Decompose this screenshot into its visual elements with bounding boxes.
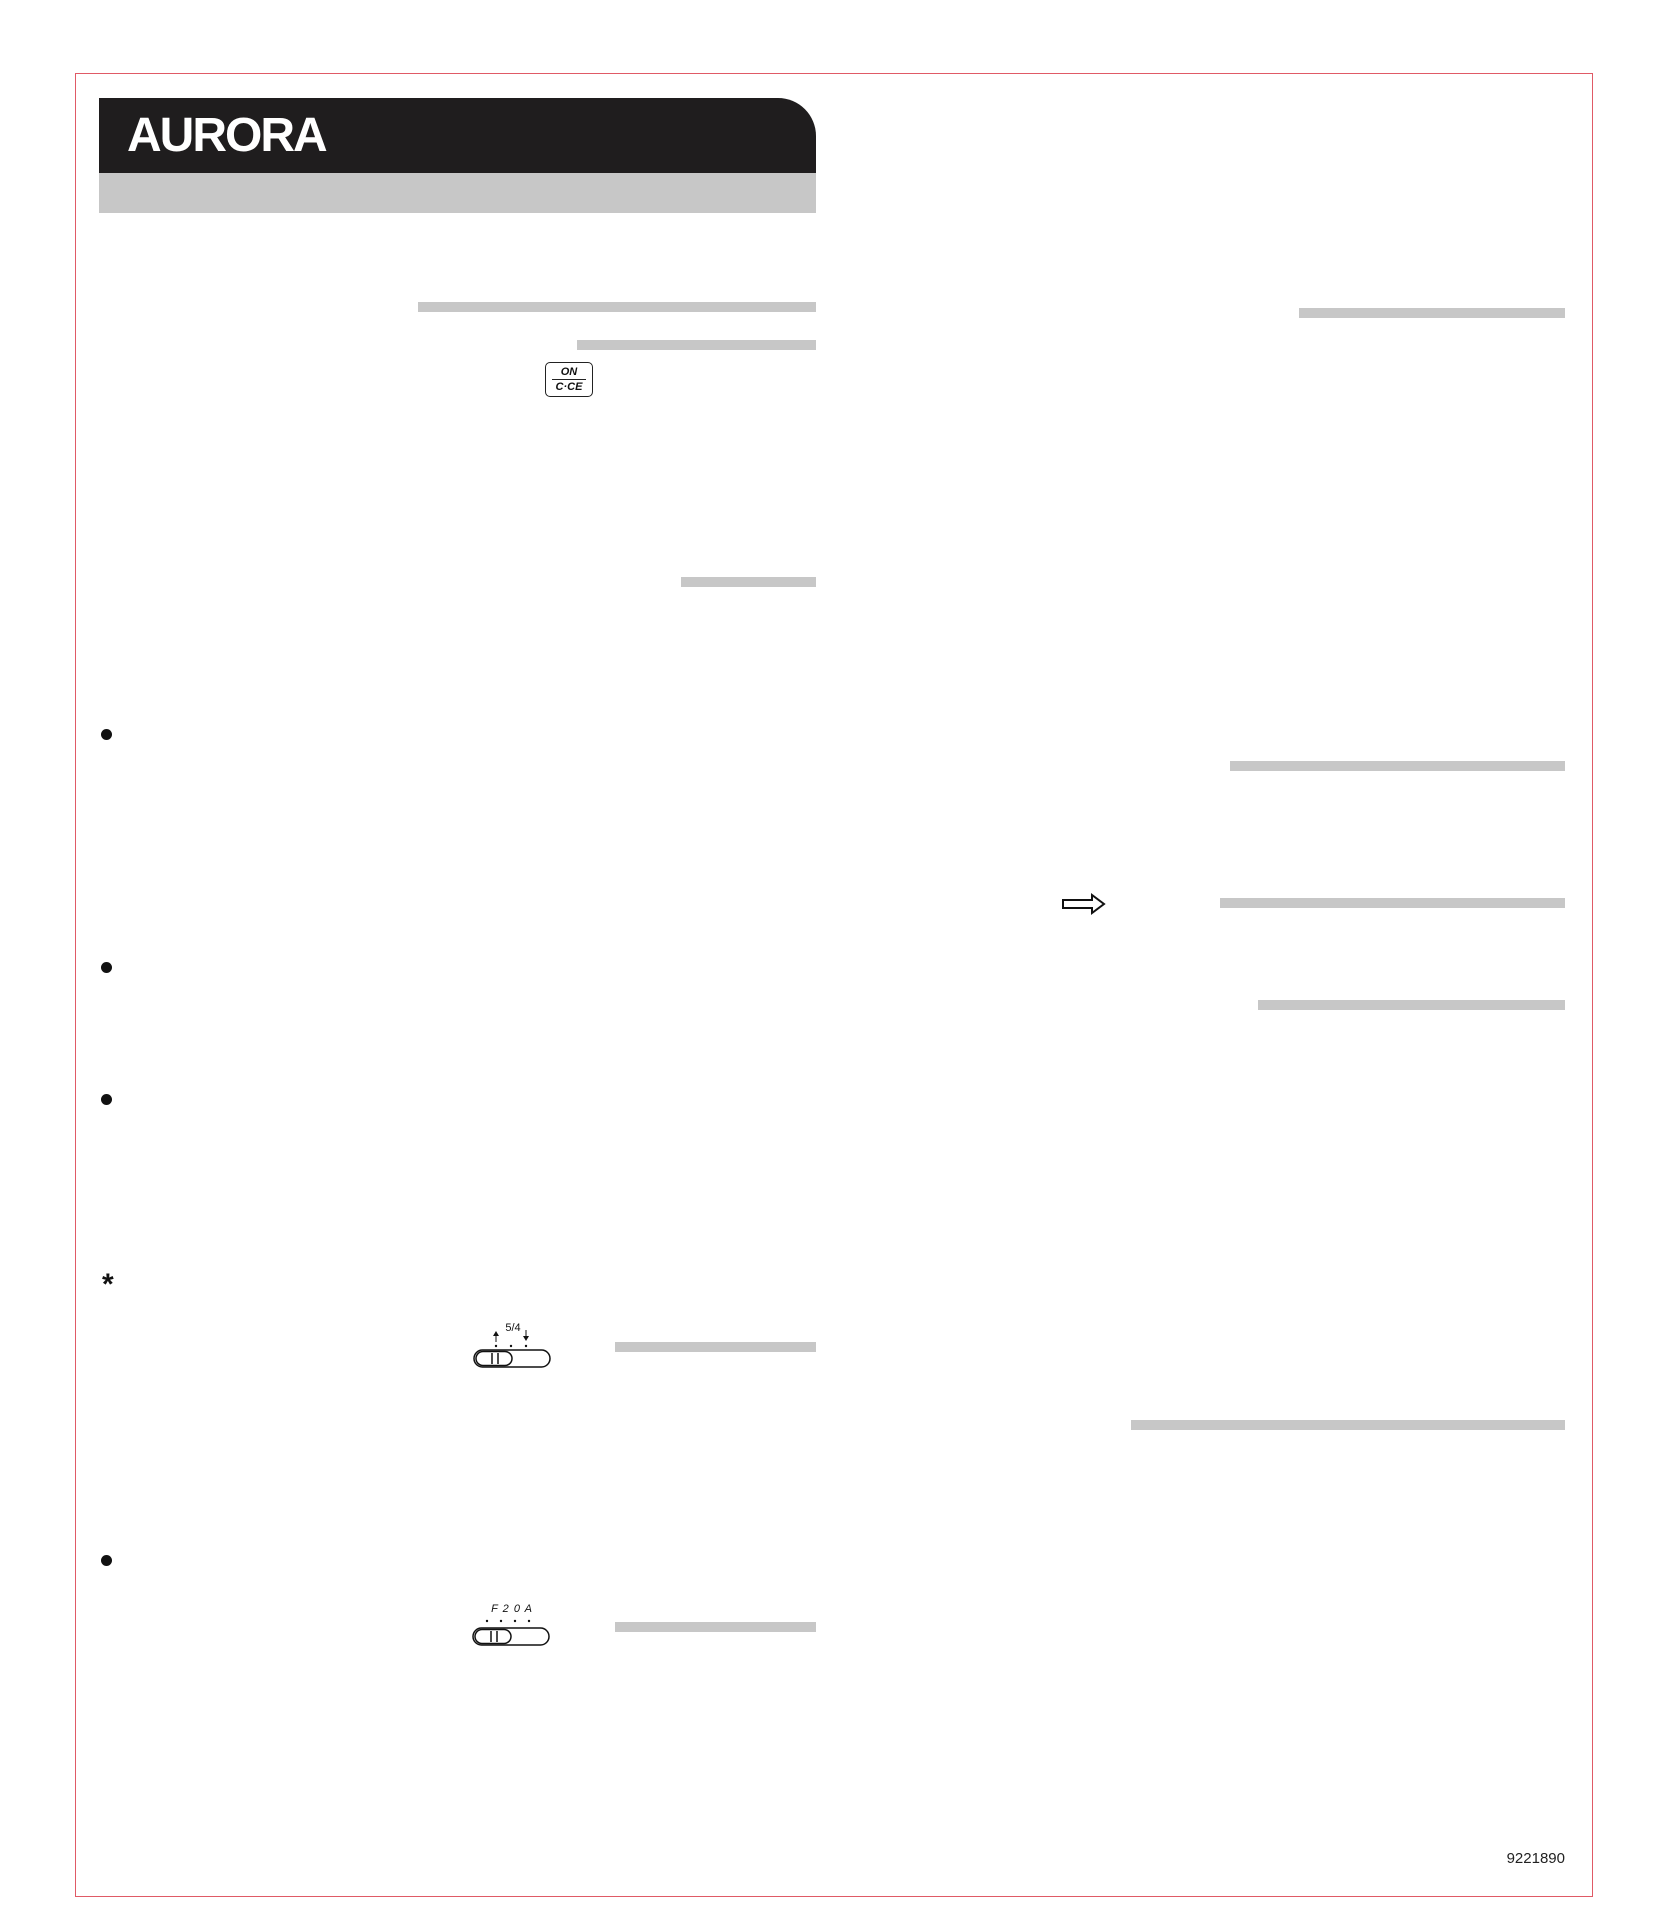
redacted-text-bar <box>577 340 816 350</box>
decimal-switch-icon <box>471 1617 551 1649</box>
document-number: 9221890 <box>1506 1850 1565 1867</box>
key-label-bottom: C·CE <box>555 381 583 393</box>
bullet-point <box>101 1555 112 1566</box>
right-arrow-icon <box>1062 893 1106 915</box>
redacted-text-bar <box>615 1622 816 1632</box>
asterisk-note-marker: * <box>102 1268 114 1301</box>
redacted-text-bar <box>418 302 816 312</box>
redacted-text-bar <box>1220 898 1565 908</box>
header-subtitle-bar <box>99 173 816 213</box>
decimal-switch-label: F 2 0 A <box>491 1603 533 1615</box>
rounding-switch-label: 5/4 <box>505 1322 521 1334</box>
aurora-logo: AURORA <box>127 109 326 162</box>
redacted-text-bar <box>681 577 816 587</box>
bullet-point <box>101 962 112 973</box>
redacted-text-bar <box>1131 1420 1565 1430</box>
bullet-point <box>101 1094 112 1105</box>
key-label-top: ON <box>552 363 586 380</box>
page-frame <box>75 73 1593 1897</box>
redacted-text-bar <box>1258 1000 1565 1010</box>
redacted-text-bar <box>615 1342 816 1352</box>
redacted-text-bar <box>1230 761 1565 771</box>
on-cce-key-icon <box>545 362 593 397</box>
redacted-text-bar <box>1299 308 1565 318</box>
bullet-point <box>101 729 112 740</box>
